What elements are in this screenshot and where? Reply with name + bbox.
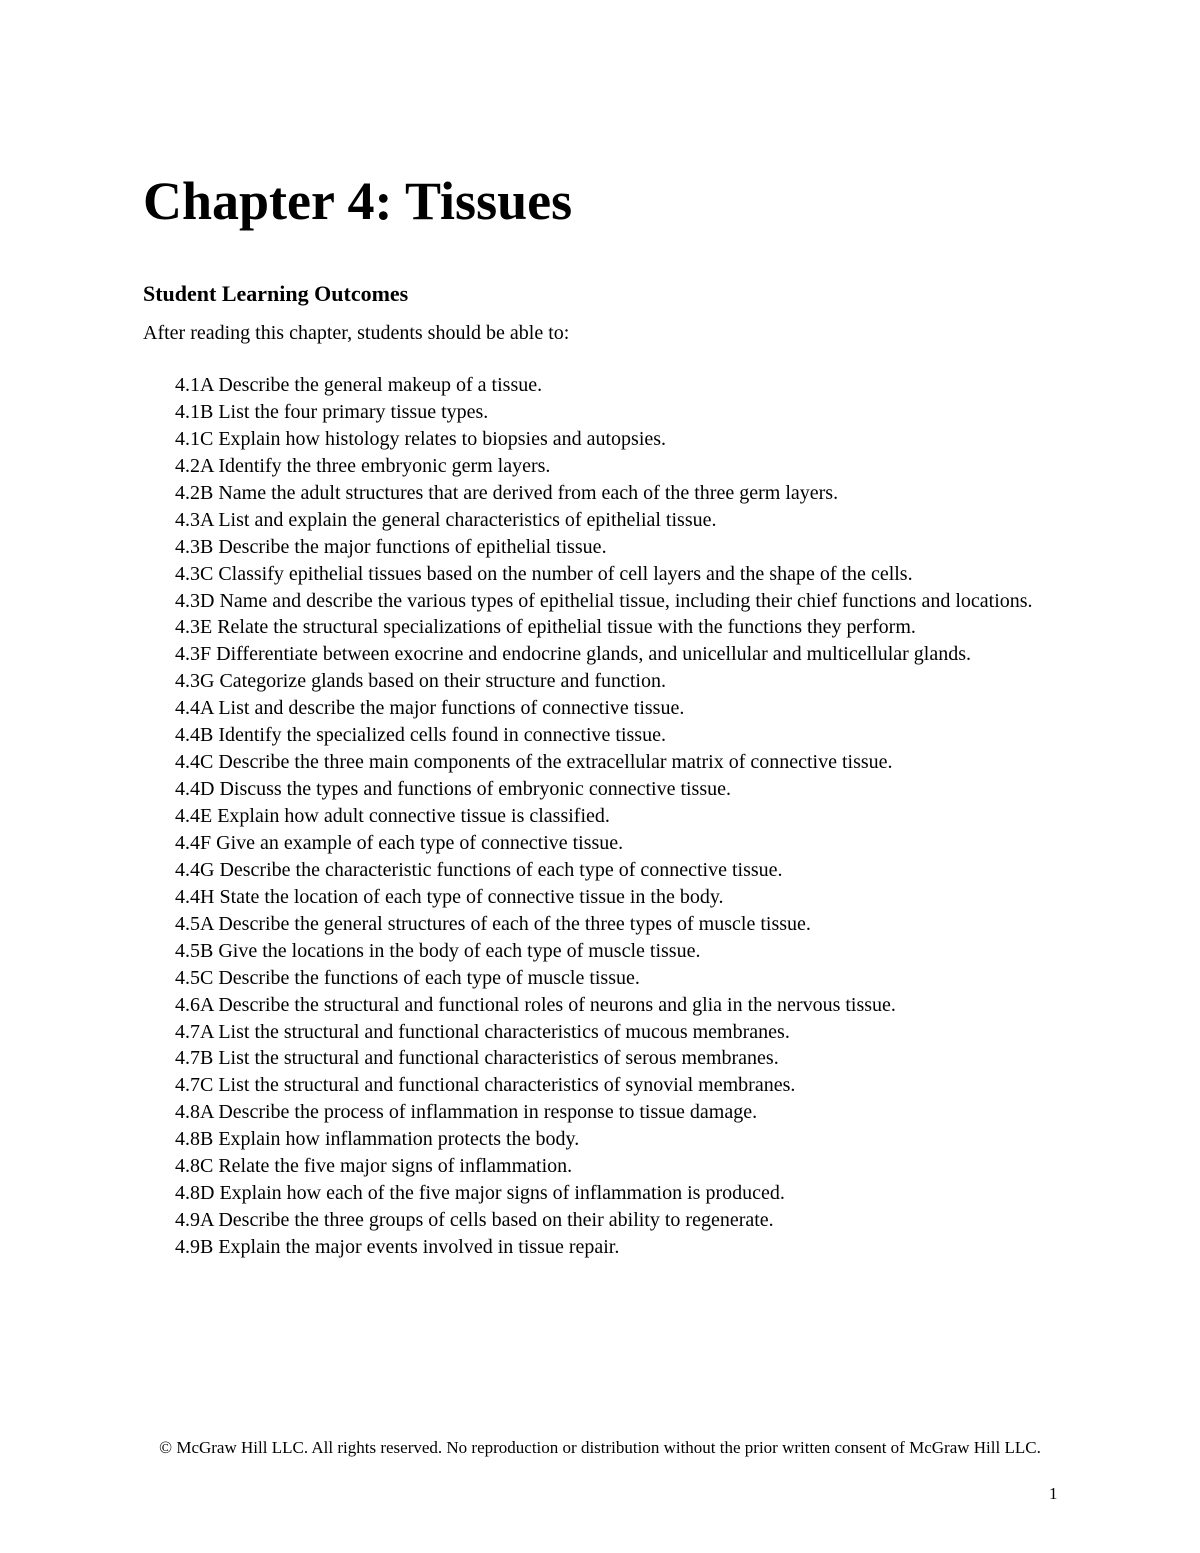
list-item: 4.4B Identify the specialized cells found in connective tissue.	[175, 724, 666, 747]
list-item: 4.2B Name the adult structures that are derived from each of the three germ layers.	[175, 481, 839, 504]
list-item: 4.4D Discuss the types and functions of embryonic connective tissue.	[175, 778, 731, 801]
list-item: 4.1B List the four primary tissue types.	[175, 400, 489, 423]
list-item: 4.4F Give an example of each type of connective tissue.	[175, 831, 624, 854]
list-item: 4.4E Explain how adult connective tissue is classified.	[175, 805, 610, 827]
list-item: 4.3C Classify epithelial tissues based on the number of cell layers and the shape of the cells.	[175, 562, 913, 585]
list-item: 4.4C Describe the three main components of the extracellular matrix of connective tissue.	[175, 751, 893, 774]
list-item: 4.4H State the location of each type of connective tissue in the body.	[175, 885, 724, 908]
list-item: 4.3E Relate the structural specializations of epithelial tissue with the functions they perform.	[175, 616, 916, 639]
list-item: 4.5A Describe the general structures of each of the three types of muscle tissue.	[175, 912, 811, 935]
list-item: 4.3A List and explain the general characteristics of epithelial tissue.	[175, 508, 717, 531]
copyright-footer: © McGraw Hill LLC. All rights reserved. No reproduction or distribution without the prior written consent of McGraw Hill LLC.	[159, 1438, 1041, 1457]
list-item: 4.5C Describe the functions of each type of muscle tissue.	[175, 966, 640, 989]
list-item: 4.8D Explain how each of the five major signs of inflammation is produced.	[175, 1182, 785, 1205]
list-item: 4.3G Categorize glands based on their structure and function.	[175, 670, 666, 693]
learning-outcomes-list	[175, 372, 1075, 1261]
list-item: 4.5B Give the locations in the body of each type of muscle tissue.	[175, 939, 701, 962]
list-item: 4.7C List the structural and functional characteristics of synovial membranes.	[175, 1074, 796, 1097]
list-item: 4.9B Explain the major events involved in tissue repair.	[175, 1236, 620, 1258]
list-item: 4.1A Describe the general makeup of a tissue.	[175, 374, 543, 396]
list-item: 4.2A Identify the three embryonic germ layers.	[175, 454, 551, 477]
list-item: 4.7B List the structural and functional characteristics of serous membranes.	[175, 1047, 779, 1070]
list-item: 4.3B Describe the major functions of epithelial tissue.	[175, 535, 607, 558]
list-item: 4.8A Describe the process of inflammation in response to tissue damage.	[175, 1101, 758, 1124]
list-item: 4.7A List the structural and functional characteristics of mucous membranes.	[175, 1020, 790, 1043]
list-item: 4.3F Differentiate between exocrine and endocrine glands, and unicellular and multicellular glands.	[175, 643, 972, 666]
section-heading: Student Learning Outcomes	[143, 281, 409, 306]
intro-text: After reading this chapter, students should be able to:	[143, 322, 570, 344]
list-item: 4.3D Name and describe the various types of epithelial tissue, including their chief functions and locations.	[175, 589, 1033, 612]
list-item: 4.1C Explain how histology relates to biopsies and autopsies.	[175, 427, 667, 450]
list-item: 4.6A Describe the structural and functional roles of neurons and glia in the nervous tissue.	[175, 993, 896, 1016]
list-item: 4.4A List and describe the major functions of connective tissue.	[175, 697, 685, 720]
list-item: 4.9A Describe the three groups of cells based on their ability to regenerate.	[175, 1209, 774, 1232]
page-number: 1	[1049, 1484, 1058, 1503]
page-title: Chapter 4: Tissues	[143, 171, 573, 231]
list-item: 4.8B Explain how inflammation protects the body.	[175, 1128, 580, 1151]
list-item: 4.4G Describe the characteristic functions of each type of connective tissue.	[175, 858, 783, 881]
list-item: 4.8C Relate the five major signs of inflammation.	[175, 1155, 573, 1178]
